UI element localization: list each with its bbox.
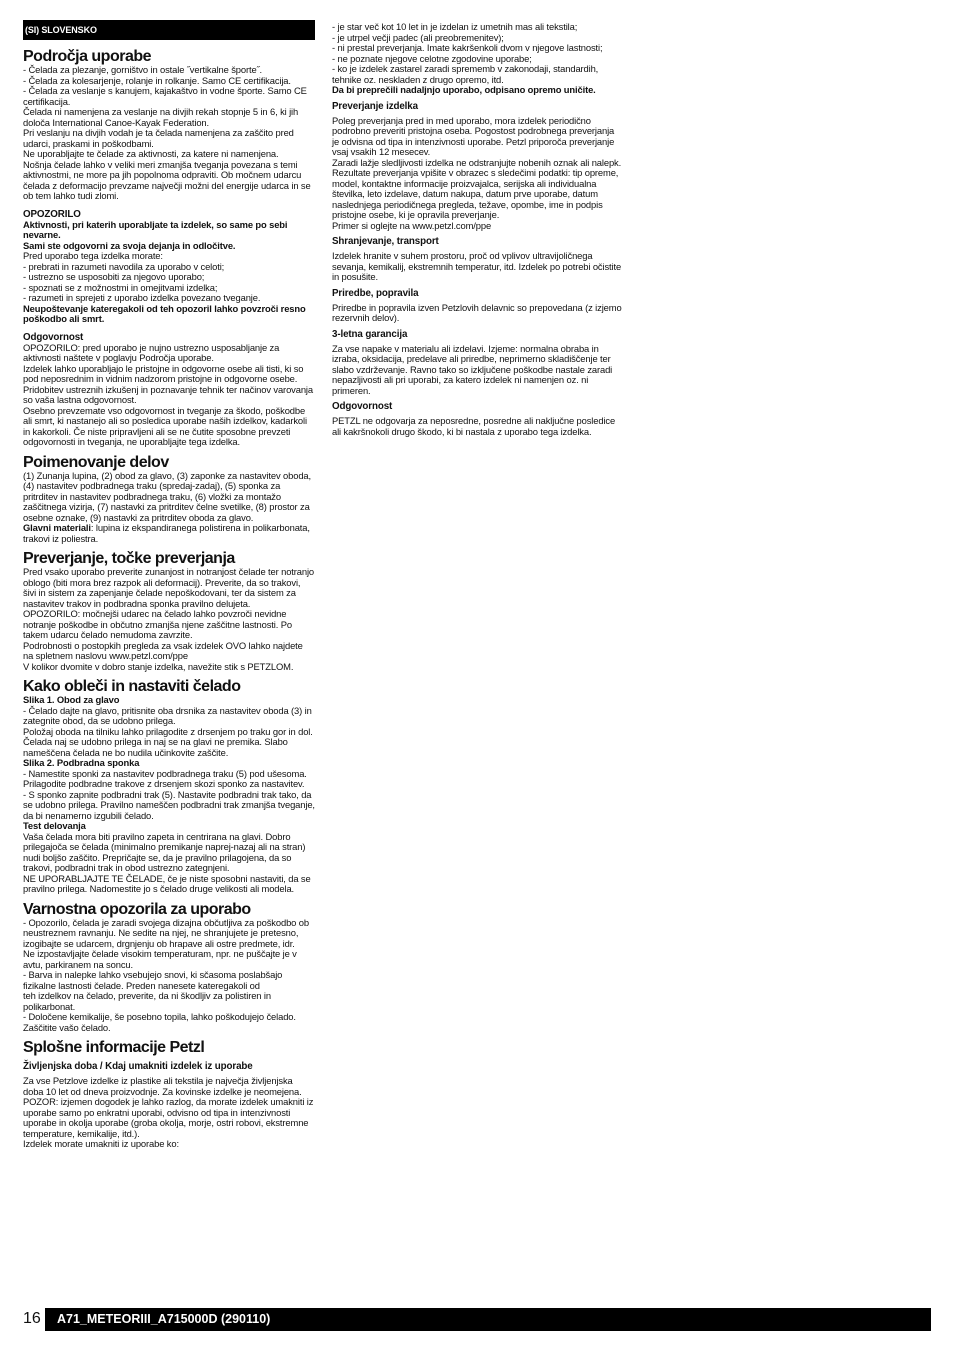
paragraph: - Čelada za plezanje, gorništvo in ostale ˝vertikalne športe˝.: [23, 64, 263, 75]
footer-code: A71_METEORIII_A715000D (290110): [45, 1308, 931, 1331]
liability-heading: Odgovornost: [332, 401, 393, 412]
paragraph: Čelada naj se udobno prilega in naj se na glavi ne premika. Slabo nameščena čelada ne bo nudila učinkovite zaščite.: [23, 736, 288, 758]
paragraph: (1) Zunanja lupina, (2) obod za glavo, (3) zaponke za nastavitev oboda, (4) nastavitev podbradnega traku (spredaj-zadaj), (5) sponka za pritrditev in nastavitev podbradnega traku, (6) vložki za montažo zaščitnega vizirja, (7) nastavki za pritrditev čelne svetilke, (8) prostor za osebne oznake, (9) nastavki za pritrditev oboda za glavo.: [23, 469, 312, 523]
paragraph: OPOZORILO: pred uporabo je nujno ustrezno usposabljanje za aktivnosti naštete v poglavju Področja uporabe.: [23, 341, 280, 363]
list-item: - razumeti in sprejeti z uporabo izdelka povezano tveganje.: [23, 292, 261, 303]
paragraph: V kolikor dvomite v dobro stanje izdelka, navežite stik s PETZLOM.: [23, 660, 294, 672]
warning-heading: OPOZORILO: [23, 208, 81, 220]
list-item: - ustrezno se usposobiti za njegovo uporabo;: [23, 271, 205, 282]
paragraph: Za vse Petzlove izdelke iz plastike ali tekstila je največja življenjska doba 10 let od dneva proizvodnje. Za kovinske izdelke je neomejena.: [23, 1075, 302, 1097]
storage-text: Izdelek hranite v suhem prostoru, proč od vplivov ultravijoličnega sevanja, kemikalij, ekstremnih temperatur, itd. Izdelek po potrebi očistite in posušite.: [332, 250, 622, 282]
paragraph: teh izdelkov na čelado, preverite, da ni škodljiv za polistiren in polikarbonat.: [23, 990, 271, 1012]
list-item: - spoznati se z možnostmi in omejitvami izdelka;: [23, 281, 218, 293]
list-item: - ko je izdelek zastarel zaradi sprememb v zakonodaji, standardih, tehnike oz. neskladen z drugo opremo, itd.: [332, 63, 599, 85]
materials-text: : lupina iz ekspandiranega polistirena in polikarbonata, trakovi iz poliestra.: [23, 522, 310, 544]
paragraph: OPOZORILO: močnejši udarec na čelado lahko povzroči nevidne notranje poškodbe in občutno zmanjša njene zaščitne lastnosti. Po takem udarcu čelado nemudoma zavrzite.: [23, 608, 292, 640]
product-check-heading: Preverjanje izdelka: [332, 100, 418, 112]
safety-text: [23, 918, 315, 1034]
nomenclature-text: [23, 471, 315, 524]
paragraph: Nošnja čelade lahko v veliki meri zmanjša tveganja povezana s temi aktivnostmi, ne more pa jih popolnoma odpraviti. Ob močnem udarcu čelada z deformacijo prevzame največji možni del energije udarca in se ob tem lahko tudi zlomi.: [23, 158, 311, 201]
figure-2-text: [23, 769, 315, 822]
paragraph: - Namestite sponki za nastavitev podbradnega traku (5) pod ušesoma. Prilagodite podbradne trakove z drsenjem skozi sponko za nastavitev.: [23, 767, 307, 789]
paragraph: - Opozorilo, čelada je zaradi svojega dizajna občutljiva za poškodbo ob neustreznem ravnanju. Ne sedite na njej, ne shranjujete je pretesno, izogibajte se udarcem, drgnjenju ob hrapave ali ostre predmete, idr.: [23, 916, 309, 949]
paragraph: Izdelek morate umakniti iz uporabe ko:: [23, 1138, 179, 1149]
paragraph: Primer si oglejte na www.petzl.com/ppe: [332, 219, 492, 231]
figure-1-text: [23, 706, 315, 759]
paragraph: - Čelada za veslanje s kanujem, kajakaštvo in vodne športe. Samo CE certifikacija.: [23, 85, 307, 107]
retire-list: [332, 22, 622, 85]
paragraph: Izdelek lahko uporabljajo le pristojne in odgovorne osebe ali tisti, ki so pod neposrednim in vidnim nadzorom pristojne in odgovorne osebe.: [23, 362, 304, 384]
warning-list: [23, 251, 315, 304]
paragraph: Poleg preverjanja pred in med uporabo, mora izdelek periodično podrobno preveriti pristojna oseba. Pogostost podrobnega preverjanja je odvisna od tipa in intenzivnosti uporabe. Petzl priporoča preverjanje vsaj vsakih 12 mesecev.: [332, 114, 615, 157]
product-check-text: [332, 116, 622, 232]
language-label: (SI) SLOVENSKO: [23, 20, 315, 40]
storage-heading: Shranjevanje, transport: [332, 236, 439, 247]
paragraph: - Čelado dajte na glavo, pritisnite oba drsnika za nastavitev oboda (3) in zategnite obod, da se udobno prilega.: [23, 704, 312, 726]
paragraph: NE UPORABLJAJTE TE ČELADE, če je niste sposobni nastaviti, da se pravilno prilega. Nadomestite jo s čelado druge velikosti ali modela.: [23, 872, 311, 894]
paragraph: Osebno prevzemate vso odgovornost in tveganje za škodo, poškodbe ali smrt, ki nastanejo ali so posledica uporabe naših izdelkov, kadarkoli in kakorkoli. Če niste pripravljeni ali se ne čutite sposobne prevzeti odgovornosti in tveganja, ne uporabljajte tega izdelka.: [23, 404, 307, 447]
list-item: - prebrati in razumeti navodila za uporabo v celoti;: [23, 260, 225, 272]
responsibility-heading: Odgovornost: [23, 331, 84, 343]
materials-line: [23, 523, 315, 544]
section-title-scope: Področja uporabe: [23, 48, 152, 65]
list-item: - ni prestal preverjanja. Imate kakršenkoli dvom v njegove lastnosti;: [332, 42, 603, 53]
right-column: [332, 22, 622, 437]
list-item: - ne poznate njegove celotne zgodovine uporabe;: [332, 52, 532, 64]
paragraph: Pred vsako uporabo preverite zunanjost in notranjost čelade ter notranjo oblogo (biti mora brez razpok ali deformacij). Preverite, da so trakovi, šivi in sistem za zapenjanje čelade nepoškodovani, ter da sistem za nastavitev trakov in podbradna sponka pravilno delujeta.: [23, 566, 315, 609]
section-title-safety: Varnostna opozorila za uporabo: [23, 900, 251, 918]
liability-text: PETZL ne odgovarja za neposredne, posredne ali naključne posledice ali kakršnokoli drugo škodo, ki bi nastala z uporabo tega izdelka.: [332, 415, 616, 437]
section-title-general-info: Splošne informacije Petzl: [23, 1039, 205, 1056]
materials-label: Glavni materiali: [23, 522, 91, 533]
paragraph: Rezultate preverjanja vpišite v obrazec s sledečimi podatki: tip opreme, model, kontaktne informacije proizvajalca, serijska ali individualna številka, leto izdelave, datum nakupa, datum prve uporabe, datum naslednjega periodičnega pregleda, težave, opombe, ime in podpis pristojne osebe, ki je opravila preverjanje.: [332, 167, 619, 220]
section-title-fitting: Kako obleči in nastaviti čelado: [23, 678, 241, 695]
responsibility-text: [23, 343, 315, 448]
paragraph: - Čelada za kolesarjenje, rolanje in rolkanje. Samo CE certifikacija.: [23, 74, 291, 86]
paragraph: POZOR: izjemen dogodek je lahko razlog, da morate izdelek umakniti iz uporabe samo po enkratni uporabi, odvisno od tipa in intenzivnosti uporabe in okolja uporabe (groba okolja, morje, ostri robovi, ekstremne temperature, kemikalije, itd.).: [23, 1096, 314, 1139]
figure-1-heading: Slika 1. Obod za glavo: [23, 694, 120, 705]
lifetime-heading: Življenjska doba / Kdaj umakniti izdelek iz uporabe: [23, 1061, 253, 1072]
warranty-text: Za vse napake v materialu ali izdelavi. Izjeme: normalna obraba in izraba, oksidacija, predelave ali priredbe, neprimerno skladiščenje ter slabo vzdrževanje. Ravno tako so izključene poškodbe nastale zaradi nepazljivosti ali pri uporabi, za katero izdelek ni namenjen oz. ni primeren.: [332, 342, 613, 396]
test-heading: Test delovanja: [23, 820, 86, 831]
warranty-heading: 3-letna garancija: [332, 328, 408, 340]
page-number: 16: [23, 1310, 41, 1327]
section-title-inspection: Preverjanje, točke preverjanja: [23, 550, 235, 567]
paragraph: - Določene kemikalije, še posebno topila, lahko poškodujejo čelado. Zaščitite vašo čelado.: [23, 1011, 296, 1033]
paragraph: Položaj oboda na tilniku lahko prilagodite z drsenjem po traku gor in dol.: [23, 725, 313, 737]
paragraph: Ne uporabljajte te čelade za aktivnosti, za katere ni namenjena.: [23, 148, 279, 159]
paragraph: Ne izpostavljajte čelade visokim temperaturam, npr. ne puščajte je v avtu, parkiranem na soncu.: [23, 948, 297, 970]
figure-2-heading: Slika 2. Podbradna sponka: [23, 757, 140, 768]
paragraph: Pri veslanju na divjih vodah je ta čelada namenjena za zaščito pred udarci, praskami in poškodbami.: [23, 127, 294, 149]
paragraph: - S sponko zapnite podbradni trak (5). Nastavite podbradni trak tako, da se udobno prilega. Pravilno nameščen podbradni trak zmanjša tveganje, da bi nenamerno izgubili čelado.: [23, 788, 315, 821]
modifications-heading: Priredbe, popravila: [332, 287, 419, 299]
list-item: - je utrpel večji padec (ali preobremenitev);: [332, 31, 504, 43]
paragraph: - Barva in nalepke lahko vsebujejo snovi, ki sčasoma poslabšajo fizikalne lastnosti čelade. Preden nanesete kateregakoli od: [23, 969, 283, 991]
warning-bold-text: Sami ste odgovorni za svoja dejanja in odločitve.: [23, 239, 236, 251]
warning-bold-text: Neupoštevanje kateregakoli od teh opozoril lahko povzroči resno poškodbo ali smrt.: [23, 302, 306, 324]
list-item: Pred uporabo tega izdelka morate:: [23, 250, 163, 261]
inspection-text: [23, 567, 315, 672]
warning-bold-text: Aktivnosti, pri katerih uporabljate ta izdelek, so same po sebi nevarne.: [23, 218, 288, 240]
scope-text: [23, 65, 315, 202]
lifetime-text: [23, 1076, 315, 1150]
modifications-text: Priredbe in popravila izven Petzlovih delavnic so prepovedana (z izjemo rezervnih delov).: [332, 301, 622, 323]
section-title-nomenclature: Poimenovanje delov: [23, 453, 169, 471]
test-text: [23, 832, 315, 895]
paragraph: Zaradi lažje sledljivosti izdelka ne odstranjujte nobenih oznak ali nalepk.: [332, 156, 622, 168]
paragraph: Čelada ni namenjena za veslanje na divjih rekah stopnje 5 in 6, ki jih določa International Canoe-Kayak Federation.: [23, 106, 299, 128]
list-item: - je star več kot 10 let in je izdelan iz umetnih mas ali tekstila;: [332, 21, 578, 32]
paragraph: Pridobitev ustreznih izkušenj in poznavanje tehnik ter načinov varovanja so vaša lastna odgovornost.: [23, 383, 313, 405]
paragraph: Podrobnosti o postopkih pregleda za vsak izdelek OVO lahko najdete na spletnem naslovu www.petzl.com/ppe: [23, 639, 303, 661]
paragraph: Vaša čelada mora biti pravilno zapeta in centrirana na glavi. Dobro prilegajoča se čelada (minimalno premikanje naprej-nazaj ali na stran) nudi boljšo zaščito. Prepričajte se, da je pravilno prilagojena, da so trakovi, podbradni trak in obod ustrezno zategnjeni.: [23, 830, 306, 873]
retire-bold-text: Da bi preprečili nadaljnjo uporabo, odpisano opremo uničite.: [332, 84, 596, 95]
left-column: [23, 20, 315, 1150]
